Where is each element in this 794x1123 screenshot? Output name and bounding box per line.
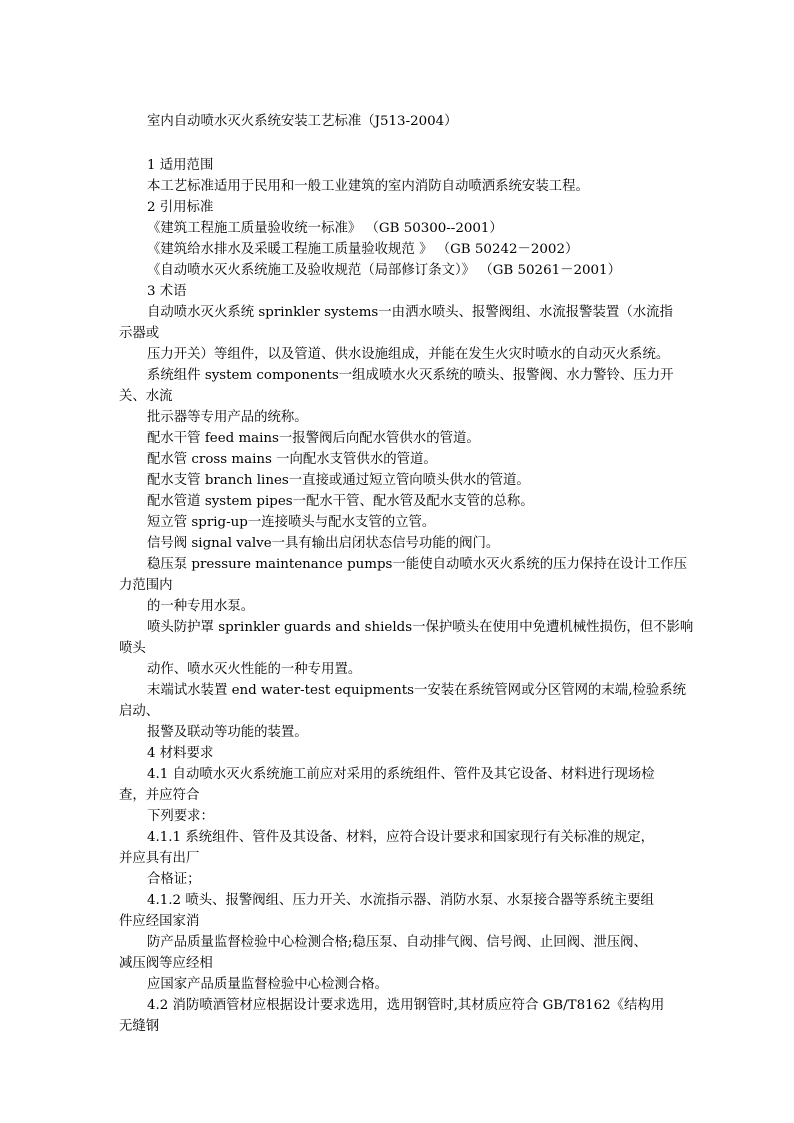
paragraph-line: 配水干管 feed mains一报警阀后向配水管供水的管道。 xyxy=(147,431,480,446)
paragraph-line: 并应具有出厂 xyxy=(119,851,200,866)
paragraph-line: 合格证； xyxy=(147,872,201,887)
section-heading: 4 材料要求 xyxy=(147,746,214,761)
paragraph-line: 防产品质量监督检验中心检测合格;稳压泵、自动排气阀、信号阀、止回阀、泄压阀、 xyxy=(147,935,647,950)
paragraph-line: 4.1.1 系统组件、管件及其设备、材料，应符合设计要求和国家现行有关标准的规定， xyxy=(147,830,654,845)
paragraph-line: 喷头防护罩 sprinkler guards and shields一保护喷头在使用中免遭机械性损伤，但不影响 xyxy=(147,620,694,635)
paragraph-line: 稳压泵 pressure maintenance pumps一能使自动喷水灭火系统的压力保持在设计工作压 xyxy=(147,557,688,572)
paragraph-line: 减压阀等应经相 xyxy=(119,956,213,971)
paragraph-line: 短立管 sprig-up一连接喷头与配水支管的立管。 xyxy=(147,515,436,530)
paragraph-line: 批示器等专用产品的统称。 xyxy=(147,410,308,425)
paragraph-line: 信号阀 signal valve一具有输出启闭状态信号功能的阀门。 xyxy=(147,536,500,551)
reference-line: 《自动喷水灭火系统施工及验收规范（局部修订条文）》 （GB 50261－2001） xyxy=(147,263,621,278)
paragraph-line: 系统组件 system components一组成喷水火灭系统的喷头、报警阀、水力警铃、压力开 xyxy=(147,368,674,383)
section-heading: 2 引用标准 xyxy=(147,200,214,215)
paragraph-line: 件应经国家消 xyxy=(119,914,200,929)
paragraph-line: 无缝钢 xyxy=(119,1019,160,1034)
paragraph-line: 示器或 xyxy=(119,326,160,341)
reference-line: 《建筑工程施工质量验收统一标准》 （GB 50300--2001） xyxy=(147,221,503,236)
paragraph-line: 力范围内 xyxy=(119,578,173,593)
paragraph-line: 报警及联动等功能的装置。 xyxy=(147,725,308,740)
paragraph-line: 4.1.2 喷头、报警阀组、压力开关、水流指示器、消防水泵、水泵接合器等系统主要组 xyxy=(147,893,654,908)
section-heading: 3 术语 xyxy=(147,284,187,299)
paragraph-line: 应国家产品质量监督检验中心检测合格。 xyxy=(147,977,389,992)
paragraph-line: 喷头 xyxy=(119,641,146,656)
paragraph-line: 4.2 消防喷酒管材应根据设计要求选用，选用钢管时,其材质应符合 GB/T8162《结构用 xyxy=(147,998,665,1013)
paragraph-line: 本工艺标准适用于民用和一般工业建筑的室内消防自动喷洒系统安装工程。 xyxy=(147,179,589,194)
paragraph-line: 4.1 自动喷水灭火系统施工前应对采用的系统组件、管件及其它设备、材料进行现场检 xyxy=(147,767,655,782)
paragraph-line: 配水管道 system pipes一配水干管、配水管及配水支管的总称。 xyxy=(147,494,534,509)
paragraph-line: 配水管 cross mains 一向配水支管供水的管道。 xyxy=(147,452,437,467)
document-title: 室内自动喷水灭火系统安装工艺标准（J513-2004） xyxy=(147,114,458,129)
paragraph-line: 启动、 xyxy=(119,704,160,719)
paragraph-line: 查，并应符合 xyxy=(119,788,200,803)
paragraph-line: 关、水流 xyxy=(119,389,173,404)
paragraph-line: 下列要求： xyxy=(147,809,214,824)
paragraph-line: 配水支管 branch lines一直接或通过短立管向喷头供水的管道。 xyxy=(147,473,530,488)
reference-line: 《建筑给水排水及采暖工程施工质量验收规范 》 （GB 50242－2002） xyxy=(147,242,579,257)
paragraph-line: 末端试水装置 end water-test equipments一安装在系统管网或分区管网的末端,检验系统 xyxy=(147,683,687,698)
paragraph-line: 动作、喷水灭火性能的一种专用置。 xyxy=(147,662,362,677)
paragraph-line: 压力开关）等组件，以及管道、供水设施组成，并能在发生火灾时喷水的自动灭火系统。 xyxy=(147,347,670,362)
paragraph-line: 自动喷水灭火系统 sprinkler systems一由洒水喷头、报警阀组、水流报警装置（水流指 xyxy=(147,305,673,320)
section-heading: 1 适用范围 xyxy=(147,158,214,173)
paragraph-line: 的一种专用水泵。 xyxy=(147,599,255,614)
